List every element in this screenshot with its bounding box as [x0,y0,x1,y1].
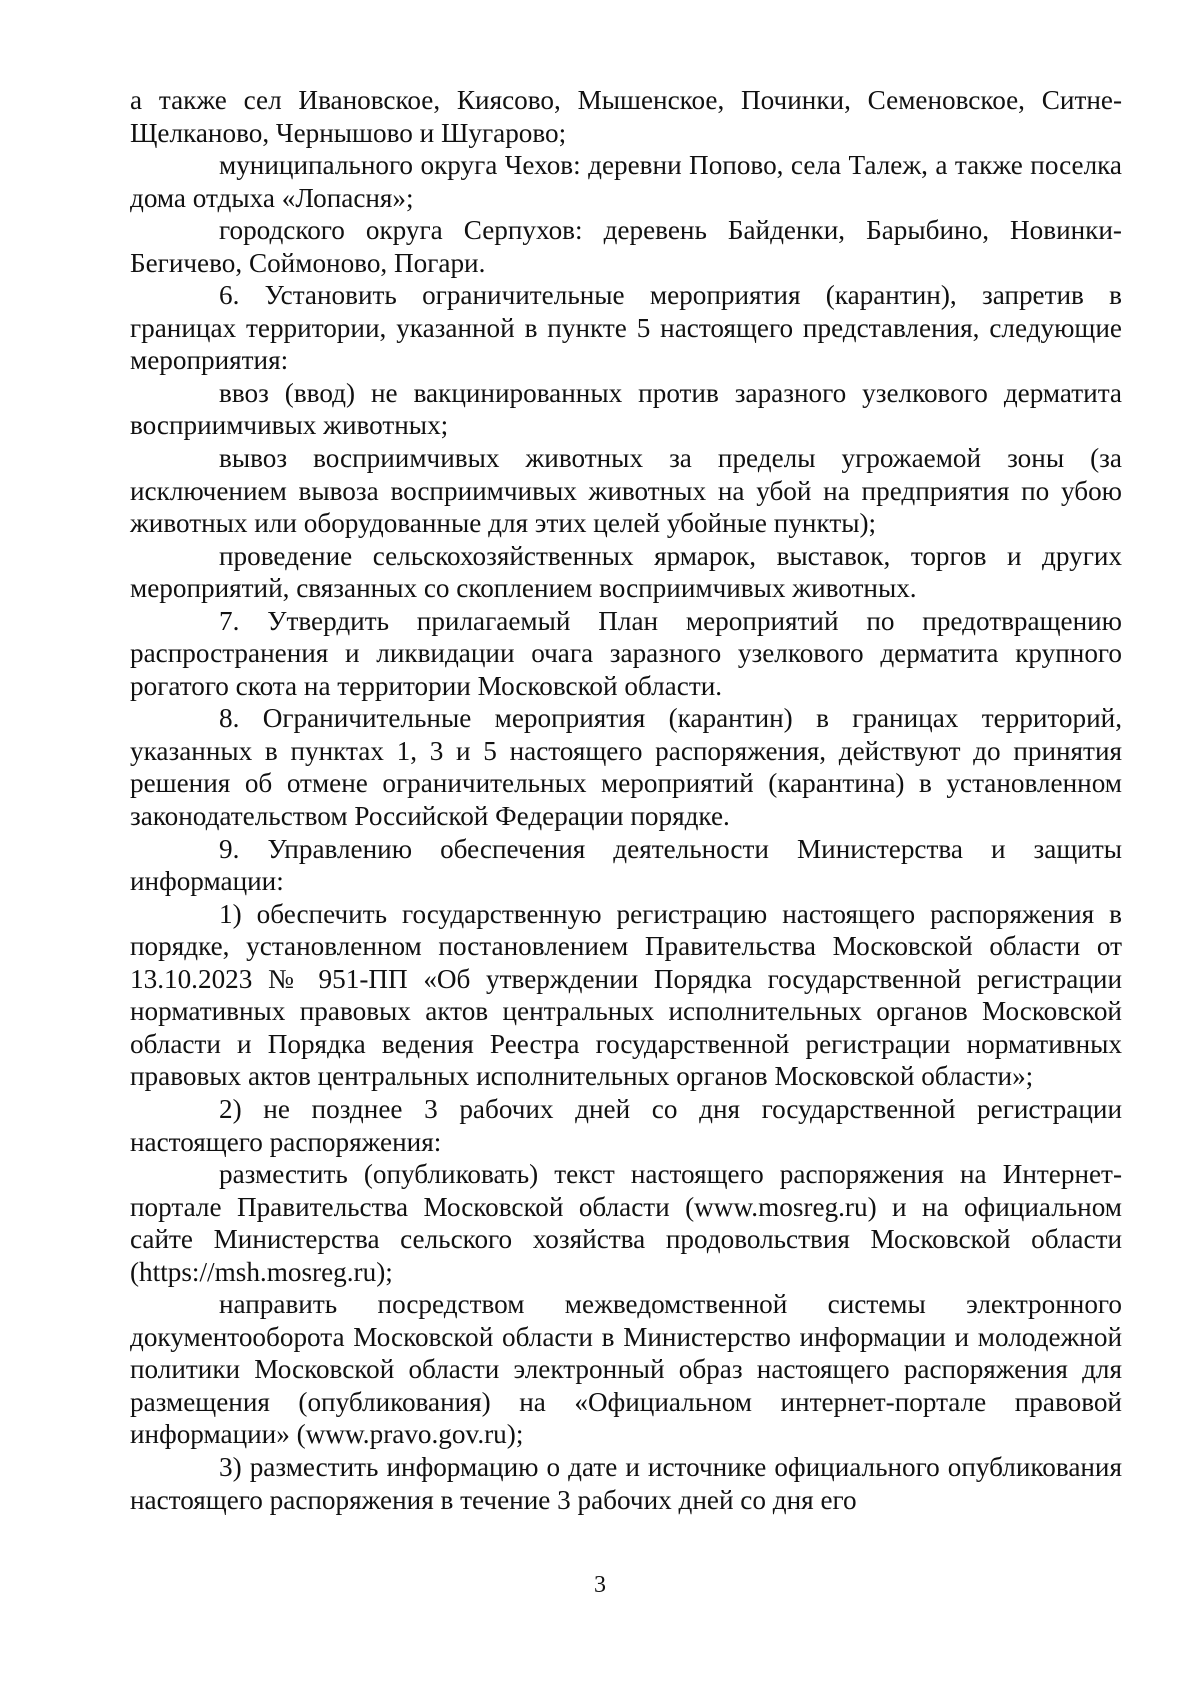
paragraph-serpukhov: городского округа Серпухов: деревень Байденки, Барыбино, Новинки-Бегичево, Соймоново, Погари. [130,215,1122,278]
paragraph-item-9-2-send: направить посредством межведомственной системы электронного документооборота Московской области в Министерство информации и молодежной политики Московской области электронный образ настоящего распоряжения для размещения (опубликования) на «Официальном интернет-портале правовой информации» (www.pravo.gov.ru); [130,1289,1122,1450]
paragraph-continuation: а также сел Ивановское, Киясово, Мышенское, Починки, Семеновское, Ситне-Щелканово, Чернышово и Шугарово; [130,85,1122,148]
paragraph-item-9-2: 2) не позднее 3 рабочих дней со дня государственной регистрации настоящего распоряжения: [130,1093,1122,1157]
page-number: 3 [594,1572,606,1598]
paragraph-chekhov: муниципального округа Чехов: деревни Попово, села Талеж, а также поселка дома отдыха «Лопасня»; [130,150,1122,213]
paragraph-item-9: 9. Управлению обеспечения деятельности Министерства и защиты информации: [130,833,1122,897]
paragraph-item-6: 6. Установить ограничительные мероприятия (карантин), запретив в границах территории, указанной в пункте 5 настоящего представления, следующие мероприятия: [130,280,1122,376]
paragraph-item-9-3: 3) разместить информацию о дате и источнике официального опубликования настоящего распоряжения в течение 3 рабочих дней со дня его [130,1451,1122,1515]
paragraph-item-6-fairs: проведение сельскохозяйственных ярмарок, выставок, торгов и других мероприятий, связанных со скоплением восприимчивых животных. [130,540,1122,604]
paragraph-item-6-import: ввоз (ввод) не вакцинированных против заразного узелкового дерматита восприимчивых животных; [130,377,1122,441]
paragraph-item-9-2-publish: разместить (опубликовать) текст настоящего распоряжения на Интернет-портале Правительства Московской области (www.mosreg.ru) и на официальном сайте Министерства сельского хозяйства продовольствия Московской области (https://msh.mosreg.ru); [130,1159,1122,1287]
paragraph-item-9-1: 1) обеспечить государственную регистрацию настоящего распоряжения в порядке, установленном постановлением Правительства Московской области от 13.10.2023 № 951-ПП «Об утверждении Порядка государственной регистрации нормативных правовых актов центральных исполнительных органов Московской области и Порядка ведения Реестра государственной регистрации нормативных правовых актов центральных исполнительных органов Московской области»; [130,898,1122,1092]
paragraph-item-6-export: вывоз восприимчивых животных за пределы угрожаемой зоны (за исключением вывоза восприимчивых животных на убой на предприятия по убою животных или оборудованные для этих целей убойные пункты); [130,443,1122,539]
document-body [130,84,1122,1516]
paragraph-item-8: 8. Ограничительные мероприятия (карантин) в границах территорий, указанных в пунктах 1, 3 и 5 настоящего распоряжения, действуют до принятия решения об отмене ограничительных мероприятий (карантина) в установленном законодательством Российской Федерации порядке. [130,703,1122,832]
paragraph-item-7: 7. Утвердить прилагаемый План мероприятий по предотвращению распространения и ликвидации очага заразного узелкового дерматита крупного рогатого скота на территории Московской области. [130,605,1122,701]
